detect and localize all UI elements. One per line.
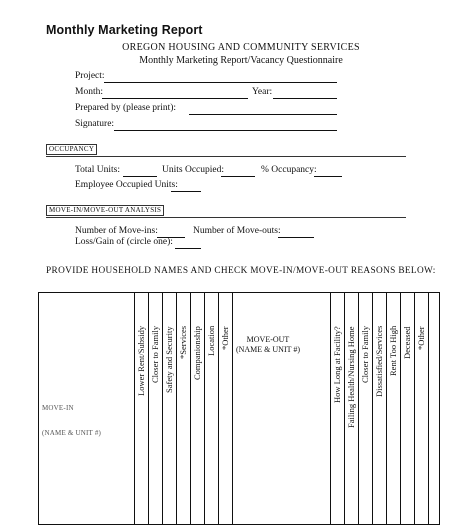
column-divider bbox=[386, 292, 387, 525]
signature-field[interactable] bbox=[114, 130, 337, 131]
column-divider bbox=[232, 292, 233, 525]
doc-title: OREGON HOUSING AND COMMUNITY SERVICES bbox=[122, 42, 360, 53]
column-divider bbox=[428, 292, 429, 525]
move-out-reason-label: *Other bbox=[416, 326, 426, 350]
column-divider bbox=[176, 292, 177, 525]
column-divider bbox=[134, 292, 135, 525]
project-label: Project: bbox=[75, 71, 105, 81]
move-out-header bbox=[228, 335, 308, 355]
reasons-table bbox=[38, 292, 440, 525]
loss-gain-label: Loss/Gain of (circle one): bbox=[75, 237, 173, 247]
move-in-reason-label: Companionship bbox=[192, 326, 202, 380]
move-out-reason-label: Failing Health/Nursing Home bbox=[346, 326, 356, 428]
occupancy-divider bbox=[46, 156, 406, 157]
move-in-reason-label: Closer to Family bbox=[150, 325, 160, 383]
column-divider bbox=[162, 292, 163, 525]
move-analysis-divider bbox=[46, 217, 406, 218]
column-divider bbox=[204, 292, 205, 525]
column-divider bbox=[190, 292, 191, 525]
loss-gain-field[interactable] bbox=[175, 248, 201, 249]
move-out-reason-label: Rent Too High bbox=[388, 325, 398, 376]
month-label: Month: bbox=[75, 87, 103, 97]
move-in-header: MOVE-IN bbox=[42, 404, 74, 412]
move-outs-field[interactable] bbox=[278, 237, 314, 238]
move-out-reason-label: How Long at Facility? bbox=[332, 326, 342, 403]
column-divider bbox=[218, 292, 219, 525]
column-divider bbox=[148, 292, 149, 525]
year-label: Year: bbox=[252, 87, 273, 97]
pct-occupancy-label: % Occupancy: bbox=[261, 165, 317, 175]
move-ins-label: Number of Move-ins: bbox=[75, 226, 158, 236]
instructions: PROVIDE HOUSEHOLD NAMES AND CHECK MOVE-IN/MOVE-OUT REASONS BELOW: bbox=[46, 266, 436, 276]
employee-occupied-field[interactable] bbox=[171, 191, 201, 192]
occupancy-section-label: OCCUPANCY bbox=[46, 144, 97, 155]
move-out-label: MOVE-OUT bbox=[246, 335, 290, 344]
column-divider bbox=[330, 292, 331, 525]
column-divider bbox=[358, 292, 359, 525]
total-units-label: Total Units: bbox=[75, 165, 120, 175]
pct-occupancy-field[interactable] bbox=[314, 176, 342, 177]
move-outs-label: Number of Move-outs: bbox=[193, 226, 281, 236]
column-divider bbox=[414, 292, 415, 525]
employee-occupied-label: Employee Occupied Units: bbox=[75, 180, 178, 190]
move-in-reason-label: *Other bbox=[220, 326, 230, 350]
move-out-reason-label: Dissatisfied/Services bbox=[374, 325, 384, 397]
move-in-reason-label: Lower Rent/Subsidy bbox=[136, 325, 146, 396]
column-divider bbox=[344, 292, 345, 525]
column-divider bbox=[400, 292, 401, 525]
prepared-by-field[interactable] bbox=[189, 114, 337, 115]
move-in-reason-label: Location bbox=[206, 325, 216, 356]
move-analysis-section-label: MOVE-IN/MOVE-OUT ANALYSIS bbox=[46, 205, 164, 216]
move-out-reason-label: Closer to Family bbox=[360, 325, 370, 383]
units-occupied-field[interactable] bbox=[221, 176, 255, 177]
column-divider bbox=[372, 292, 373, 525]
project-field[interactable] bbox=[104, 82, 337, 83]
units-occupied-label: Units Occupied: bbox=[162, 165, 225, 175]
signature-label: Signature: bbox=[75, 119, 115, 129]
move-in-reason-label: Safety and Security bbox=[164, 326, 174, 393]
move-in-reason-label: *Services bbox=[178, 325, 188, 359]
month-field[interactable] bbox=[102, 98, 248, 99]
move-in-subheader: (NAME & UNIT #) bbox=[42, 429, 102, 437]
prepared-by-label: Prepared by (please print): bbox=[75, 103, 177, 113]
total-units-field[interactable] bbox=[123, 176, 157, 177]
year-field[interactable] bbox=[273, 98, 337, 99]
move-out-sublabel: (NAME & UNIT #) bbox=[235, 345, 301, 354]
move-out-reason-label: Deceased bbox=[402, 326, 412, 359]
page-heading: Monthly Marketing Report bbox=[46, 23, 203, 37]
doc-subtitle: Monthly Marketing Report/Vacancy Questionnaire bbox=[139, 55, 343, 66]
